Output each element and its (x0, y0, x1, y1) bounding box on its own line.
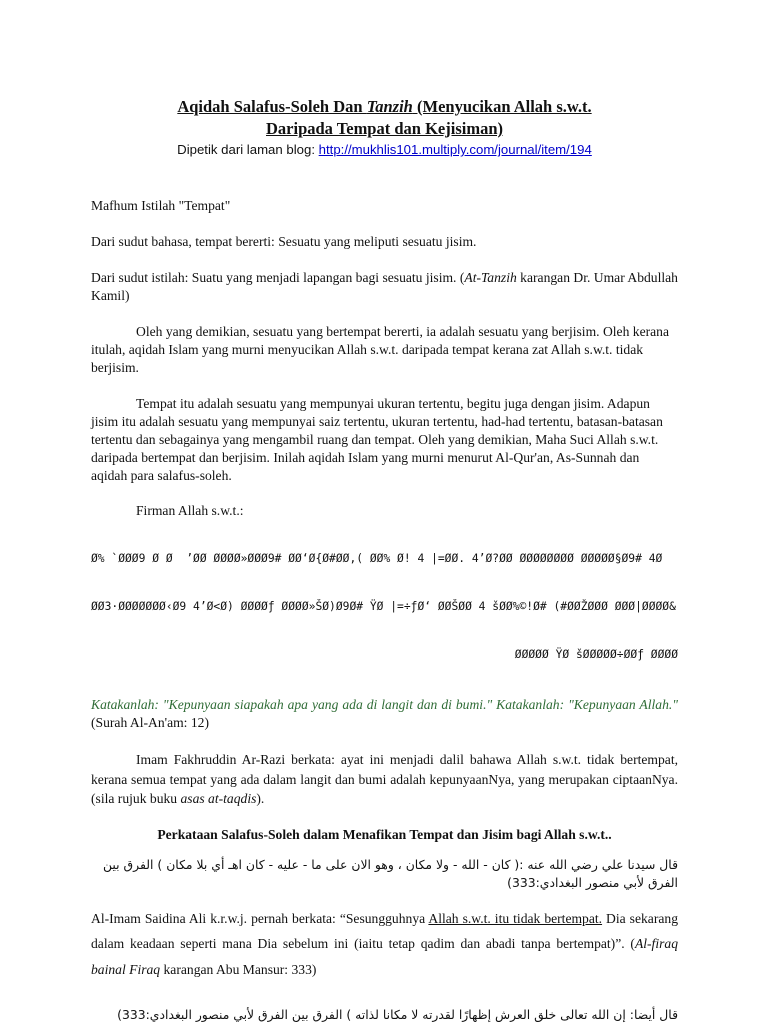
quran-verse-garbled (91, 519, 678, 695)
firman-line: Firman Allah s.w.t.: (136, 503, 244, 518)
title-line-1 (177, 97, 591, 116)
title-italic-tanzih: Tanzih (366, 97, 413, 116)
garbled-line-3: ØØØØØ ŸØ šØØØØØ÷ØØƒ ØØØØ (514, 648, 678, 661)
ali-text-mid: Dia sekarang dalam keadaan seperti mana Dia sebelum ini (iaitu tetap qadim dan abadi tanpa bertempat)”. ( (91, 910, 678, 951)
garbled-line-2: ØØ3·ØØØØØØØ‹Ø9 4’Ø<Ø) ØØØØƒ ØØØØ»ŠØ)Ø9Ø# ŸØ |=÷ƒØ‘ ØØŠØØ 4 šØØ%©!Ø# (#ØØŽØØØ ØØØ|ØØØØ& (91, 600, 676, 613)
source-line (91, 141, 678, 158)
paragraph-istilah (91, 269, 678, 305)
ali-text: Al-Imam Saidina Ali k.r.w.j. pernah berkata: “Sesungguhnya (91, 910, 429, 926)
arabic-quote-1: قال سيدنا علي رضي الله عنه :( كان - الله - ولا مكان ، وهو الان على ما - عليه - كان اهـ أي بلا مكان ) الفرق بين الفرق لأبي منصور البغدادي:333) (102, 856, 678, 890)
ali-book-title: Al-firaq bainal Firaq (91, 936, 678, 977)
razi-text: Imam Fakhruddin Ar-Razi berkata: ayat ini menjadi dalil bahawa Allah s.w.t. tidak bertempat, kerana semua tempat yang ada dalam langit dan bumi adalah kepunyaanNya, yang merupakan ciptaanNya. (sila rujuk buku (91, 752, 678, 806)
arabic-quote-2: قال أيضا: إن الله تعالى خلق العرش إظهارًا لقدرته لا مكانا لذاته ) الفرق بين الفرق لأبي منصور البغدادي:333) (117, 1007, 678, 1022)
istilah-italic: At-Tanzih (464, 270, 517, 285)
istilah-text: Dari sudut istilah: Suatu yang menjadi lapangan bagi sesuatu jisim. ( (91, 270, 465, 285)
istilah-text-rest: karangan Dr. Umar Abdullah Kamil) (91, 270, 678, 303)
title-text: Aqidah Salafus-Soleh Dan (177, 97, 367, 116)
source-link[interactable]: http://mukhlis101.multiply.com/journal/item/194 (318, 142, 592, 157)
heading-mafhum: Mafhum Istilah "Tempat" (91, 198, 231, 213)
paragraph-oleh: Oleh yang demikian, sesuatu yang bertempat bererti, ia adalah sesuatu yang berjisim. Oleh kerana itulah, aqidah Islam yang murni menyucikan Allah s.w.t. daripada tempat kerana zat Allah s.w.t. tidak berjisim. (91, 324, 669, 375)
paragraph-bahasa: Dari sudut bahasa, tempat bererti: Sesuatu yang meliputi sesuatu jisim. (91, 234, 477, 249)
garbled-line-1: Ø% `ØØØ9 Ø Ø ’ØØ ØØØØ»ØØØ9# ØØ‘Ø{Ø#ØØ‚( ØØ% Ø! 4 |=ØØ. 4’Ø?ØØ ØØØØØØØØ ØØØØØ§Ø9# 4Ø (91, 552, 663, 565)
ali-text-end: karangan Abu Mansur: 333) (160, 961, 317, 977)
paragraph-razi (91, 750, 678, 809)
section-heading: Perkataan Salafus-Soleh dalam Menafikan Tempat dan Jisim bagi Allah s.w.t.. (157, 826, 612, 842)
paragraph-tempat: Tempat itu adalah sesuatu yang mempunyai ukuran tertentu, begitu juga dengan jisim. Adapun jisim itu adalah sesuatu yang mempunyai saiz tertentu, ukuran tertentu, had-had tertentu, batasan-batasan tertentu dan sebagainya yang mengambil ruang dan tempat. Oleh yang demikian, Maha Suci Allah s.w.t. daripada bertempat dan berjisim. Inilah aqidah Islam yang murni menurut Al-Qur'an, As-Sunnah dan aqidah para salafus-soleh. (91, 396, 663, 483)
razi-book-title: asas at-taqdis (180, 791, 257, 806)
title-line-2: Daripada Tempat dan Kejisiman) (266, 119, 503, 138)
razi-text-end: ). (256, 791, 265, 806)
document-title (91, 96, 678, 140)
translation-text: Katakanlah: "Kepunyaan siapakah apa yang ada di langit dan di bumi." Katakanlah: "Kepunyaan Allah." (91, 697, 678, 712)
source-prefix: Dipetik dari laman blog: (177, 142, 319, 157)
title-text-rest: (Menyucikan Allah s.w.t. (412, 97, 592, 116)
ali-underlined: Allah s.w.t. itu tidak bertempat. (428, 910, 603, 926)
paragraph-ali (91, 906, 678, 983)
verse-translation (91, 696, 678, 732)
document-page (91, 0, 678, 1024)
translation-reference: (Surah Al-An'am: 12) (91, 715, 209, 730)
